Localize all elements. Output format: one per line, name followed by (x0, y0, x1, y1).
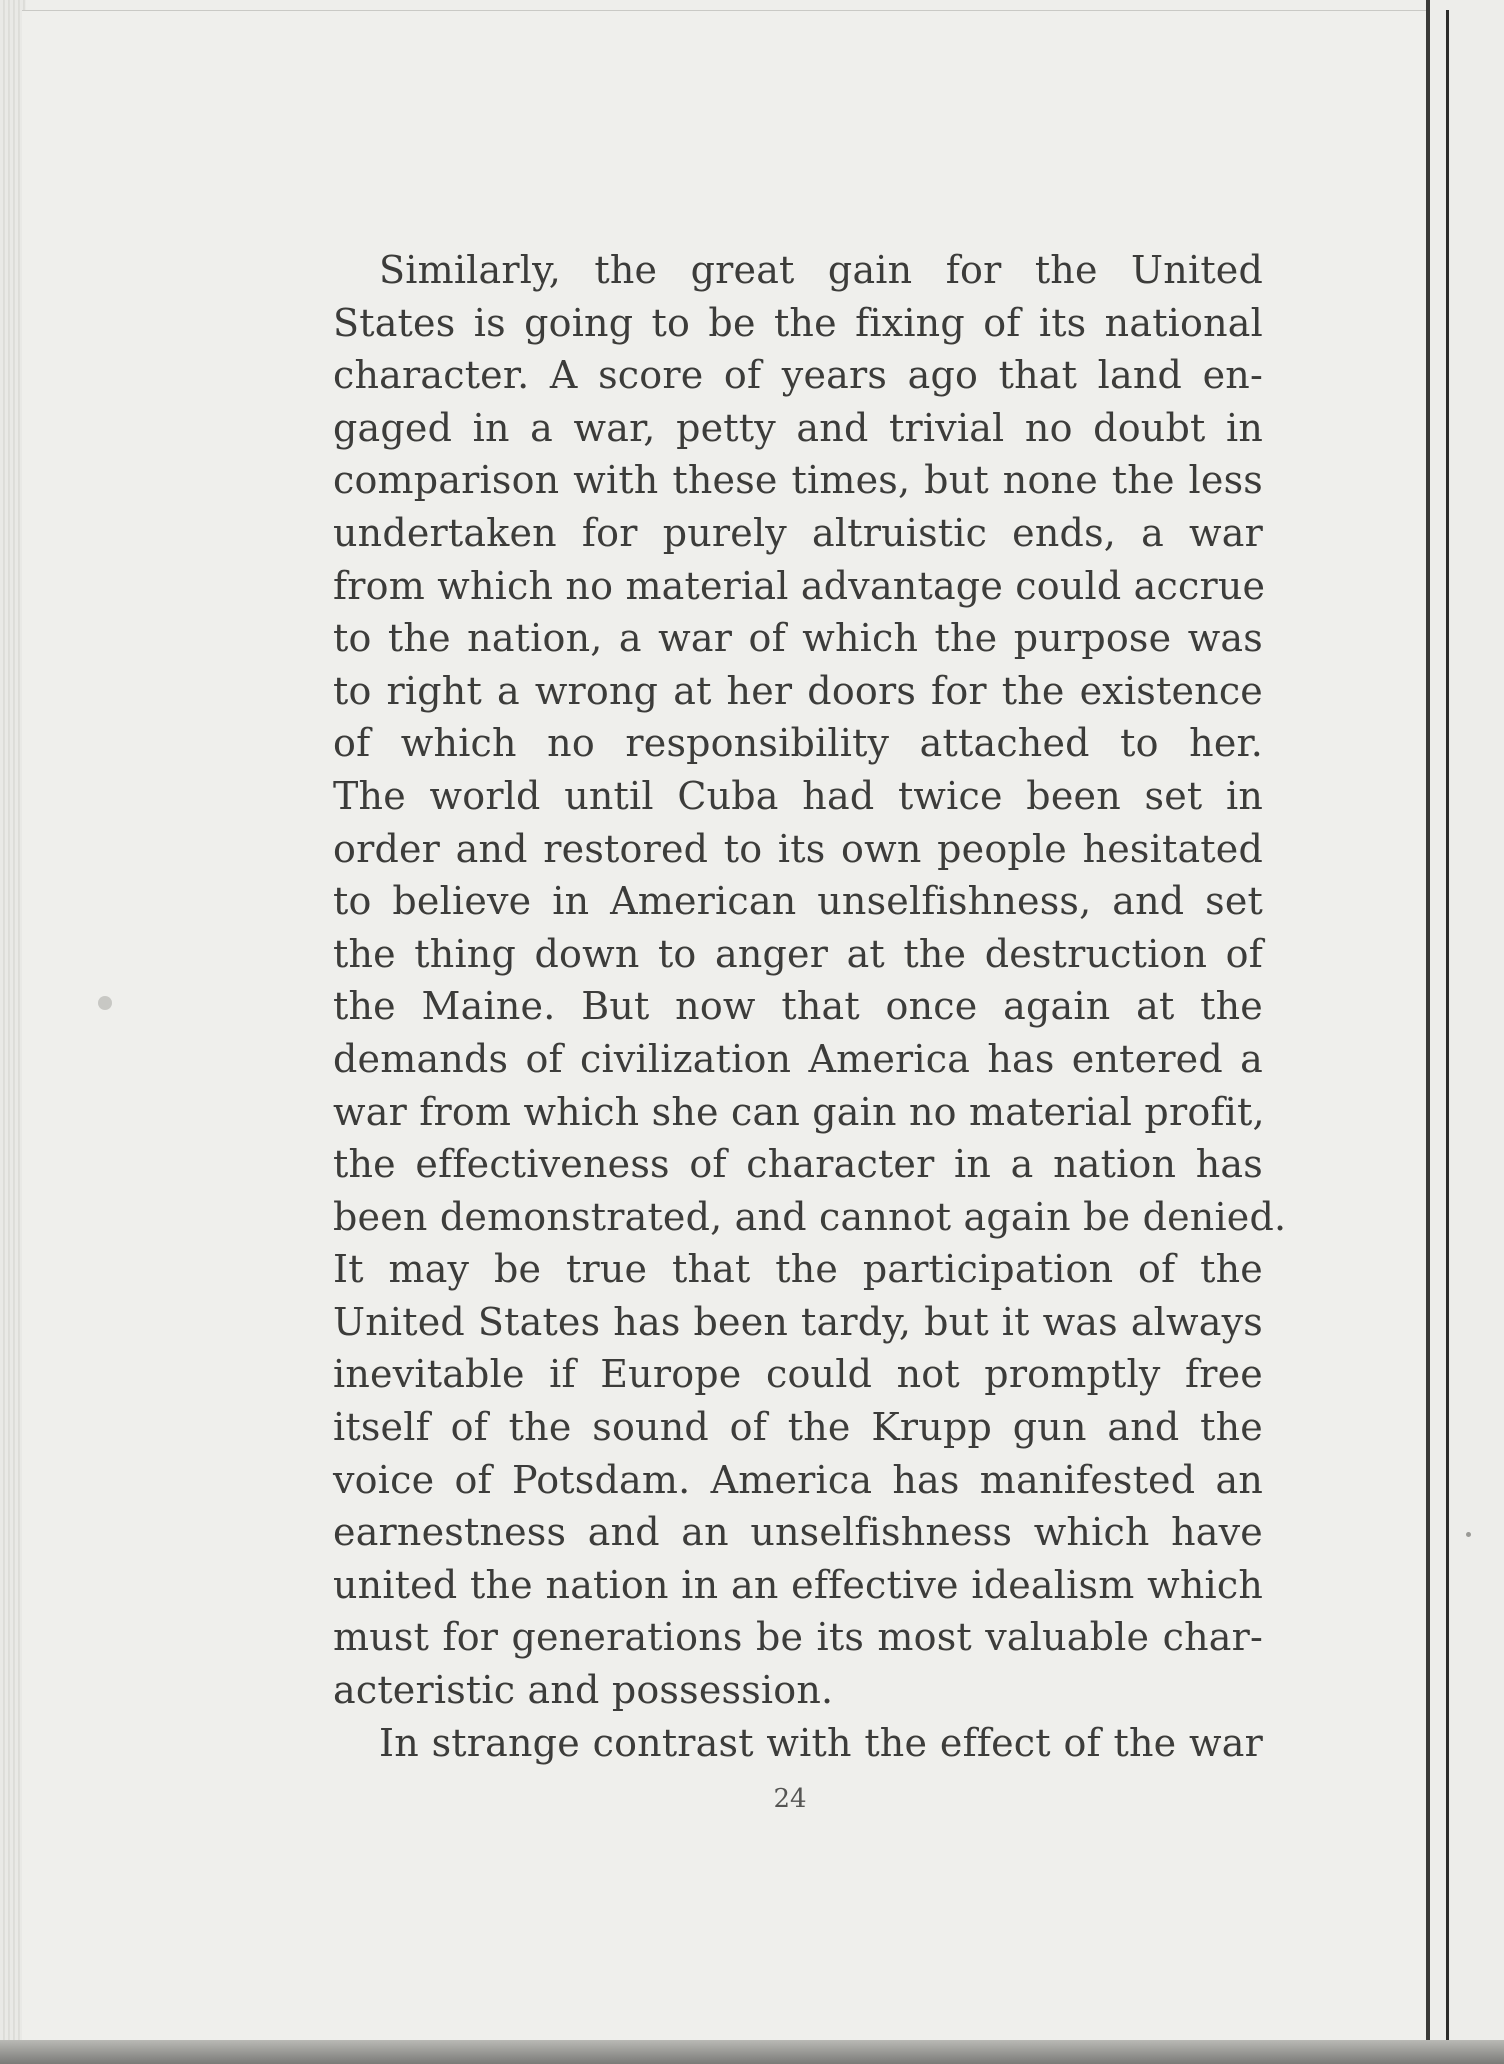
next-page-border (1446, 10, 1449, 2040)
text-line: itself of the sound of the Krupp gun and the (333, 1405, 1263, 1450)
text-line: demands of civilization America has entered a (333, 1036, 1263, 1081)
text-line: inevitable if Europe could not promptly free (333, 1352, 1263, 1397)
text-line: States is going to be the fixing of its national (333, 300, 1263, 345)
paper-speck (1466, 1532, 1471, 1537)
page-number: 24 (773, 1784, 807, 1814)
text-line: from which no material advantage could accrue (333, 563, 1266, 608)
text-line: voice of Potsdam. America has manifested an (333, 1457, 1263, 1502)
text-line: comparison with these times, but none the less (333, 458, 1263, 503)
text-line: been demonstrated, and cannot again be denied. (333, 1194, 1287, 1239)
text-line: acteristic and possession. (333, 1668, 834, 1713)
text-line: In strange contrast with the effect of the war (379, 1720, 1263, 1765)
text-line: the Maine. But now that once again at the (333, 984, 1263, 1029)
text-line: war from which she can gain no material profit, (333, 1089, 1265, 1134)
text-line: must for generations be its most valuable char- (333, 1615, 1263, 1660)
next-page-edge (1430, 0, 1504, 2064)
text-line: undertaken for purely altruistic ends, a war (333, 510, 1263, 555)
text-line: the thing down to anger at the destruction of (333, 931, 1263, 976)
text-line: united the nation in an effective idealism which (333, 1562, 1263, 1607)
paper-speck (98, 996, 112, 1010)
body-text (333, 244, 1287, 1769)
text-line: United States has been tardy, but it was always (333, 1299, 1263, 1344)
text-line: character. A score of years ago that land en- (333, 353, 1263, 398)
text-line: the effectiveness of character in a nation has (333, 1142, 1263, 1187)
text-line: Similarly, the great gain for the United (379, 248, 1263, 292)
text-line: gaged in a war, petty and trivial no doubt in (333, 405, 1263, 450)
text-line: to believe in American unselfishness, and set (333, 879, 1263, 924)
text-line: of which no responsibility attached to her. (333, 721, 1263, 766)
text-line: to right a wrong at her doors for the existence (333, 668, 1263, 713)
text-line: to the nation, a war of which the purpose was (333, 616, 1263, 661)
text-line: The world until Cuba had twice been set in (333, 773, 1263, 818)
text-line: earnestness and an unselfishness which have (333, 1510, 1263, 1555)
text-line: It may be true that the participation of the (333, 1247, 1263, 1292)
text-line: order and restored to its own people hesitated (333, 826, 1263, 871)
bottom-shadow (0, 2040, 1504, 2064)
